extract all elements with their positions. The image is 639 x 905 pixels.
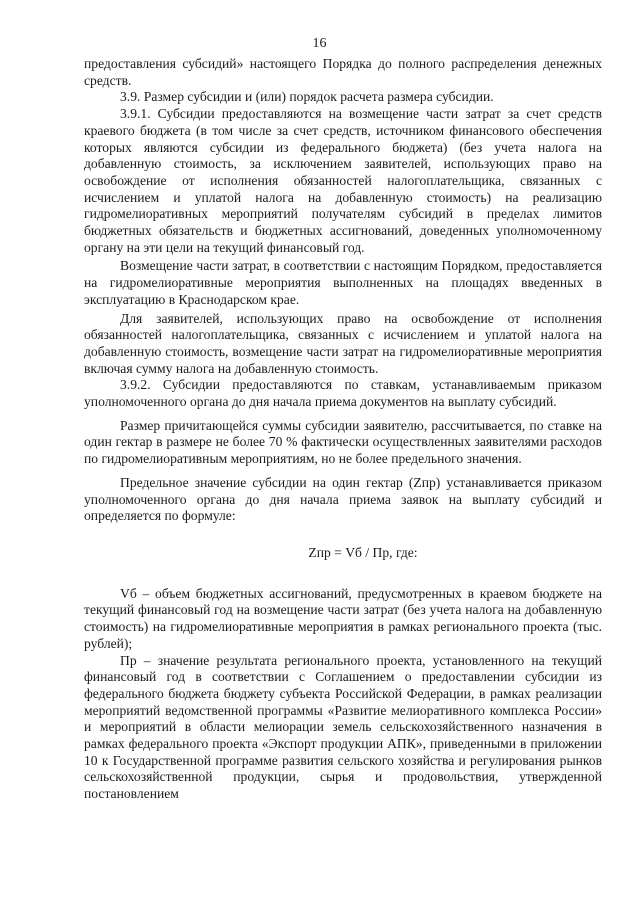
section-heading-3-9: 3.9. Размер субсидии и (или) порядок расчета размера субсидии.	[120, 89, 494, 105]
formula	[84, 545, 602, 562]
formula-text: Zпр = Vб / Пр, где:	[308, 544, 418, 560]
paragraph-compensation: Возмещение части затрат, в соответствии с настоящим Порядком, предоставляется на гидромелиоративные мероприятия выполненных на площадях введенных в эксплуатацию в Краснодарском крае.	[84, 258, 602, 307]
paragraph-continuation: предоставления субсидий» настоящего Порядка до полного распределения денежных средств.	[84, 56, 602, 88]
definition-vb: Vб – объем бюджетных ассигнований, предусмотренных в краевом бюджете на текущий финансовый год на возмещение части затрат (без учета налога на добавленную стоимость) на гидромелиоративные мероприятия в рамках регионального проекта (тыс. рублей);	[84, 585, 602, 651]
definition-pr: Пр – значение результата регионального проекта, установленного на текущий финансовый год в соответствии с Соглашением о предоставлении субсидии из федерального бюджета бюджету субъекта Российской Федерации, в рамках реализации мероприятий ведомственной программы «Развитие мелиоративного комплекса России» и мероприятий в области мелиорации земель сельскохозяйственного назначения в рамках федерального проекта «Экспорт продукции АПК», приведенными в приложении 10 к Государственной программе развития сельского хозяйства и регулирования рынков сельскохозяйственной продукции, сырья и продовольствия, утвержденной постановлением	[84, 652, 602, 802]
paragraph-3-9-2: 3.9.2. Субсидии предоставляются по ставкам, устанавливаемым приказом уполномоченного органа до дня начала приема документов на выплату субсидий.	[84, 377, 602, 410]
paragraph-limit-value: Предельное значение субсидии на один гектар (Zпр) устанавливается приказом уполномоченного органа до дня начала приема заявок на выплату субсидий и определяется по формуле:	[84, 474, 602, 524]
paragraph-subsidy-amount: Размер причитающейся суммы субсидии заявителю, рассчитывается, по ставке на один гектар в размере не более 70 % фактически осуществленных заявителями расходов по гидромелиоративным мероприятиям, но не более предельного значения.	[84, 417, 602, 467]
document-body	[84, 56, 602, 803]
paragraph-vat-exempt: Для заявителей, использующих право на освобождение от исполнения обязанностей налогоплательщика, связанных с исчислением и уплатой налога на добавленную стоимость, возмещение части затрат на гидромелиоративные мероприятия включая сумму налога на добавленную стоимость.	[84, 310, 602, 376]
page-number: 16	[312, 36, 327, 51]
paragraph-3-9-1: 3.9.1. Субсидии предоставляются на возмещение части затрат за счет средств краевого бюджета (в том числе за счет средств, источником финансового обеспечения которых являются субсидии из федерального бюджета) (без учета налога на добавленную стоимость, за исключением заявителей, использующих право на освобождение от исполнения обязанностей налогоплательщика, связанных с исчислением и уплатой налога на добавленную стоимость) на реализацию гидромелиоративных мероприятий получателям субсидий в пределах лимитов бюджетных обязательств и бюджетных ассигнований, доведенных уполномоченному органу на эти цели на текущий финансовый год.	[84, 106, 602, 255]
